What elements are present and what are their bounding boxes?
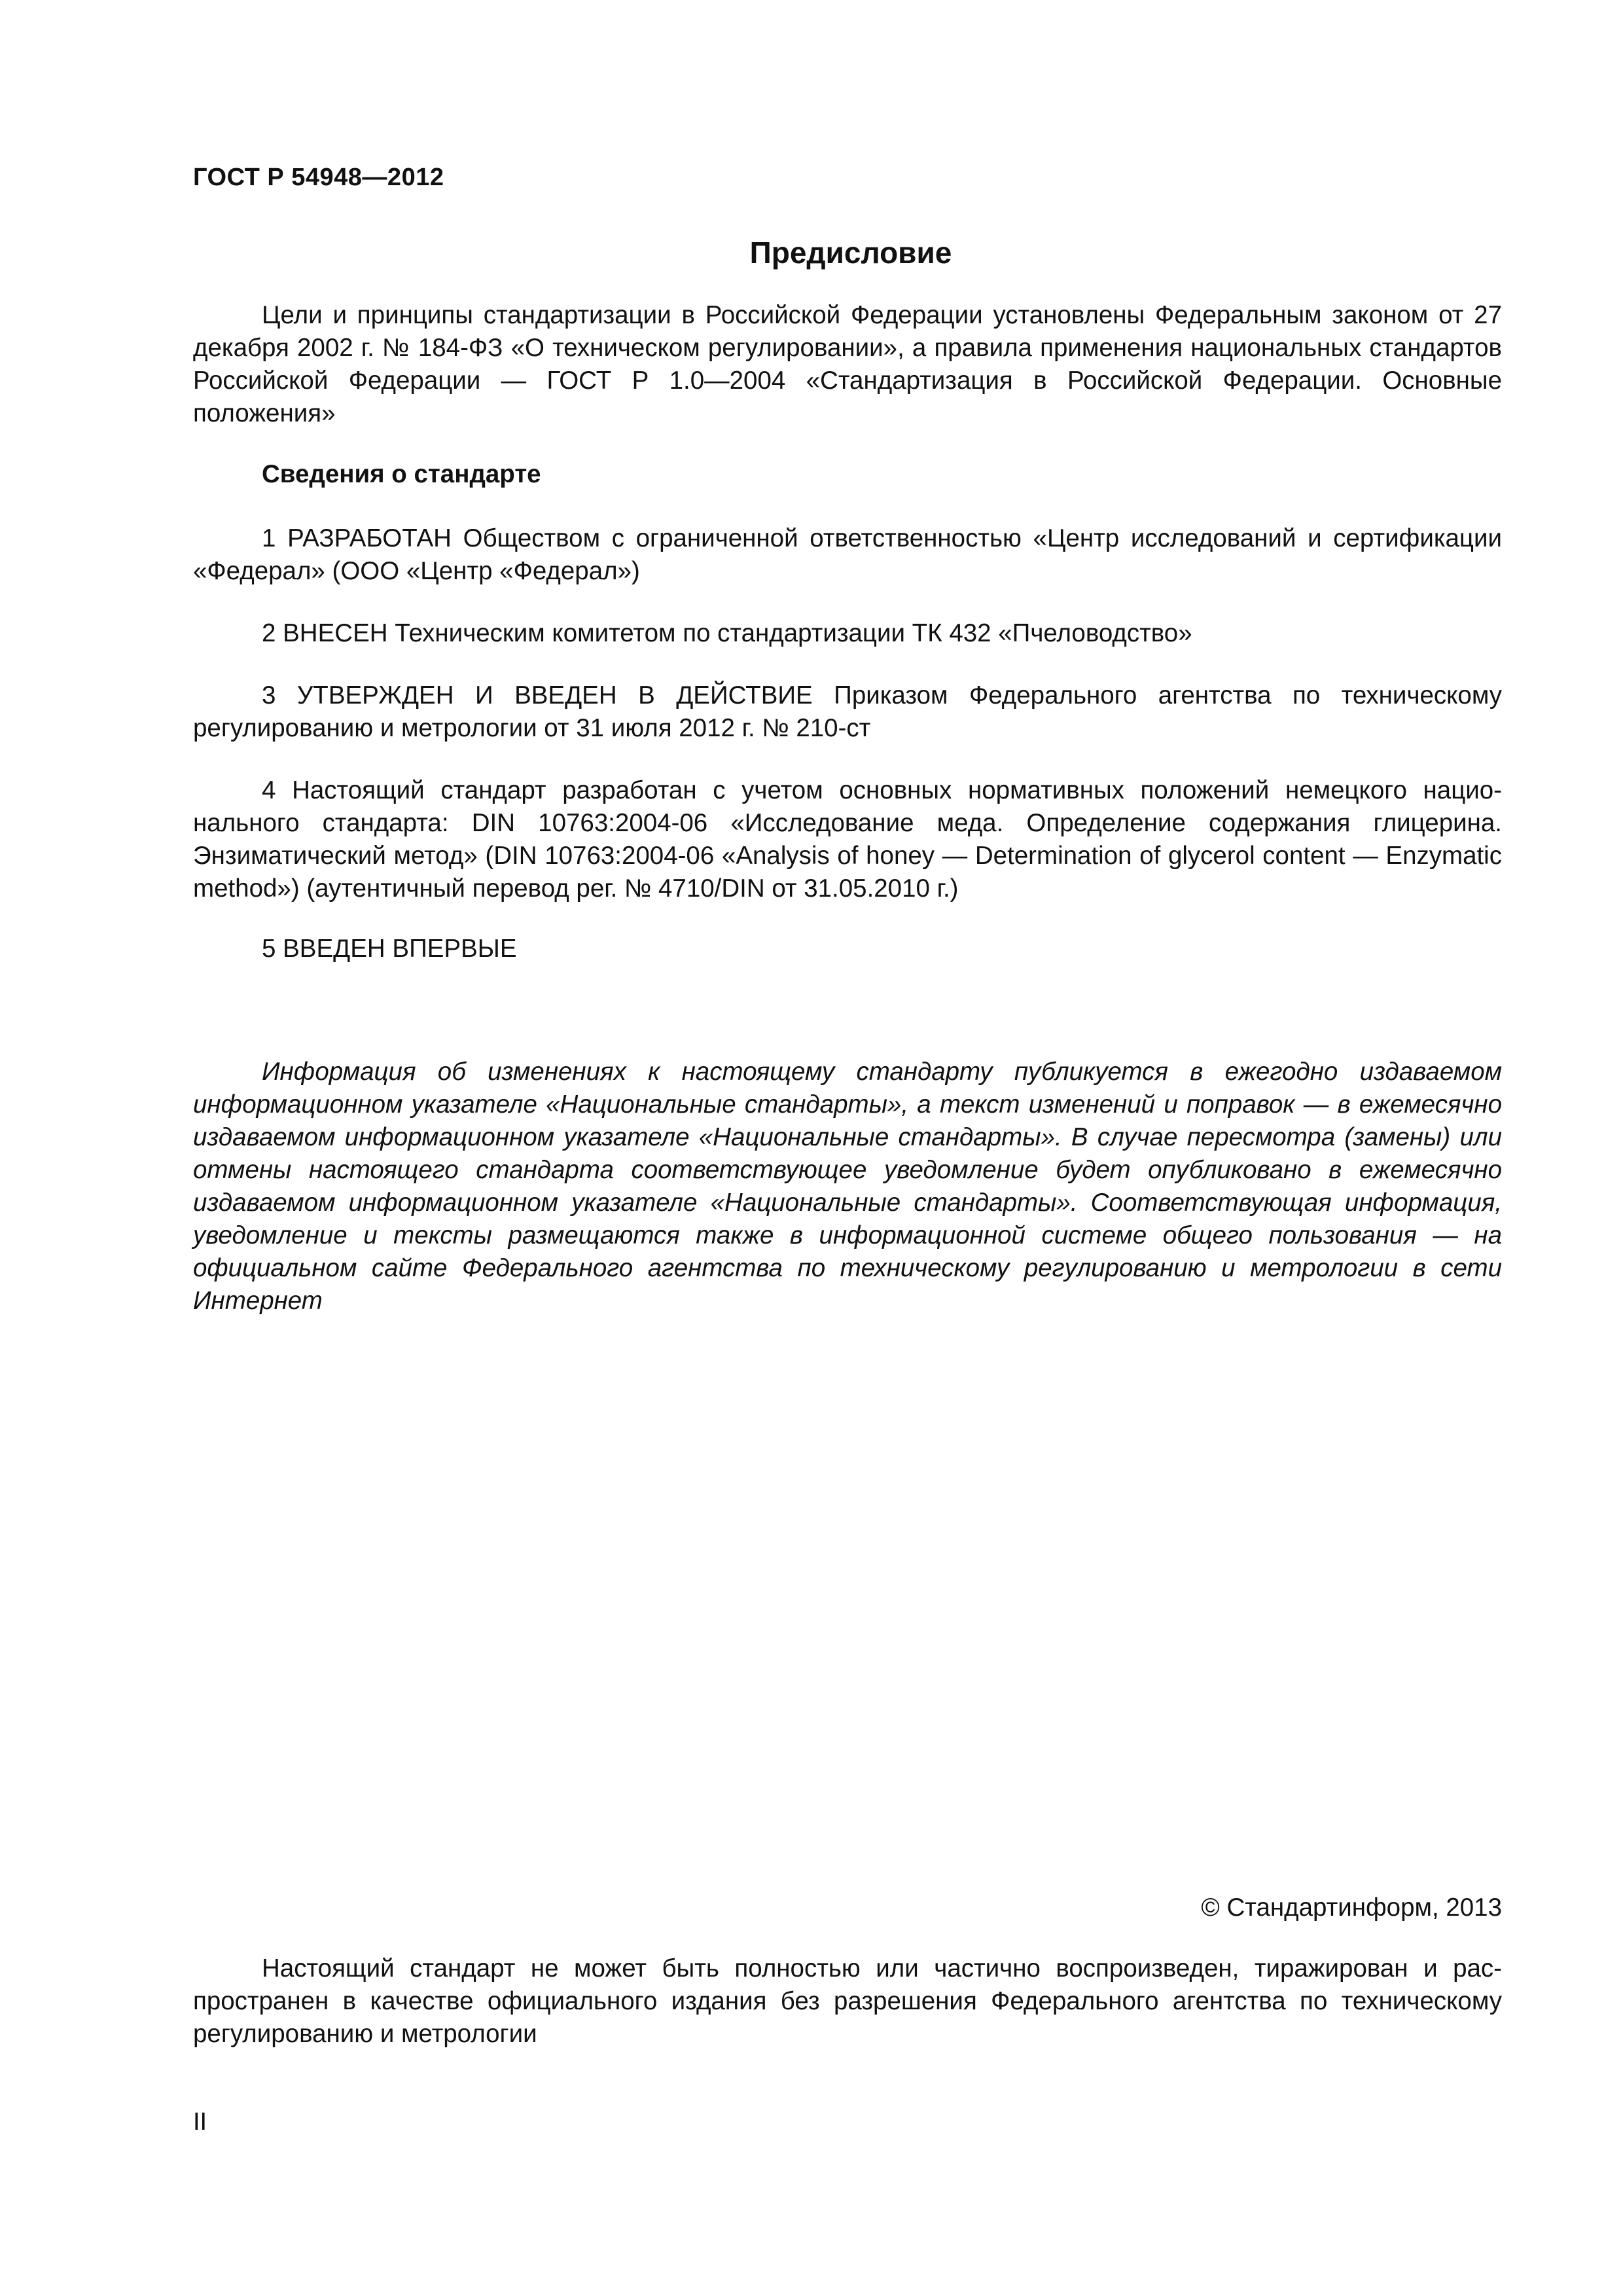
reproduction-notice-paragraph: Настоящий стандарт не может быть полностью или частично воспроизведен, тиражирован и распространен в качестве официального издания без разрешения Федерального агентства по техническому регулированию и метрологии <box>193 1954 1502 2048</box>
details-item-1: 1 РАЗРАБОТАН Обществом с ограниченной ответственностью «Центр исследований и сертификации «Федерал» (ООО «Центр «Федерал») <box>193 524 1502 585</box>
copyright-notice: © Стандартинформ, 2013 <box>1201 1893 1502 1922</box>
foreword-intro-paragraph: Цели и принципы стандартизации в Российской Федерации установлены Федеральным законом от 27 декабря 2002 г. № 184-ФЗ «О техническом регулировании», а правила применения национальных стандартов Российской Федерации — ГОСТ Р 1.0—2004 «Стандартизация в Российской Федерации. Основные положения» <box>193 301 1502 427</box>
details-item-4: 4 Настоящий стандарт разработан с учетом основных нормативных положений немецкого национального стандарта: DIN 10763:2004-06 «Исследование меда. Определение содержания глицерина. Энзиматический метод» (DIN 10763:2004-06 «Analysis of honey — Determination of glycerol content — Enzymatic method») (аутентичный перевод рег. № 4710/DIN от 31.05.2010 г.) <box>193 776 1502 903</box>
details-item-2: 2 ВНЕСЕН Техническим комитетом по стандартизации ТК 432 «Пчеловодство» <box>262 619 1192 647</box>
document-code: ГОСТ Р 54948—2012 <box>193 164 444 191</box>
page-title: Предисловие <box>749 236 952 270</box>
changes-notice-paragraph: Информация об изменениях к настоящему стандарту публикуется в ежегодно издаваемом информационном указателе «Национальные стандарты», а текст изменений и поправок — в ежемесячно издаваемом информационном указателе «Национальные стандарты». В случае пересмотра (замены) или отмены настоящего стандарта соответствующее уведомление будет опубликовано в ежемесячно издаваемом информационном указателе «Национальные стандарты». Соответствующая информация, уведомление и тексты размещаются также в информационной системе общего пользования — на официальном сайте Федерального агентства по техническому регулированию и метрологии в сети Интернет <box>193 1058 1502 1315</box>
details-item-3: 3 УТВЕРЖДЕН И ВВЕДЕН В ДЕЙСТВИЕ Приказом Федерального агентства по техническому регулированию и метрологии от 31 июля 2012 г. № 210-ст <box>193 681 1502 742</box>
details-item-5: 5 ВВЕДЕН ВПЕРВЫЕ <box>262 935 517 963</box>
standard-details-heading: Сведения о стандарте <box>262 460 541 488</box>
page-number: II <box>193 2108 207 2136</box>
